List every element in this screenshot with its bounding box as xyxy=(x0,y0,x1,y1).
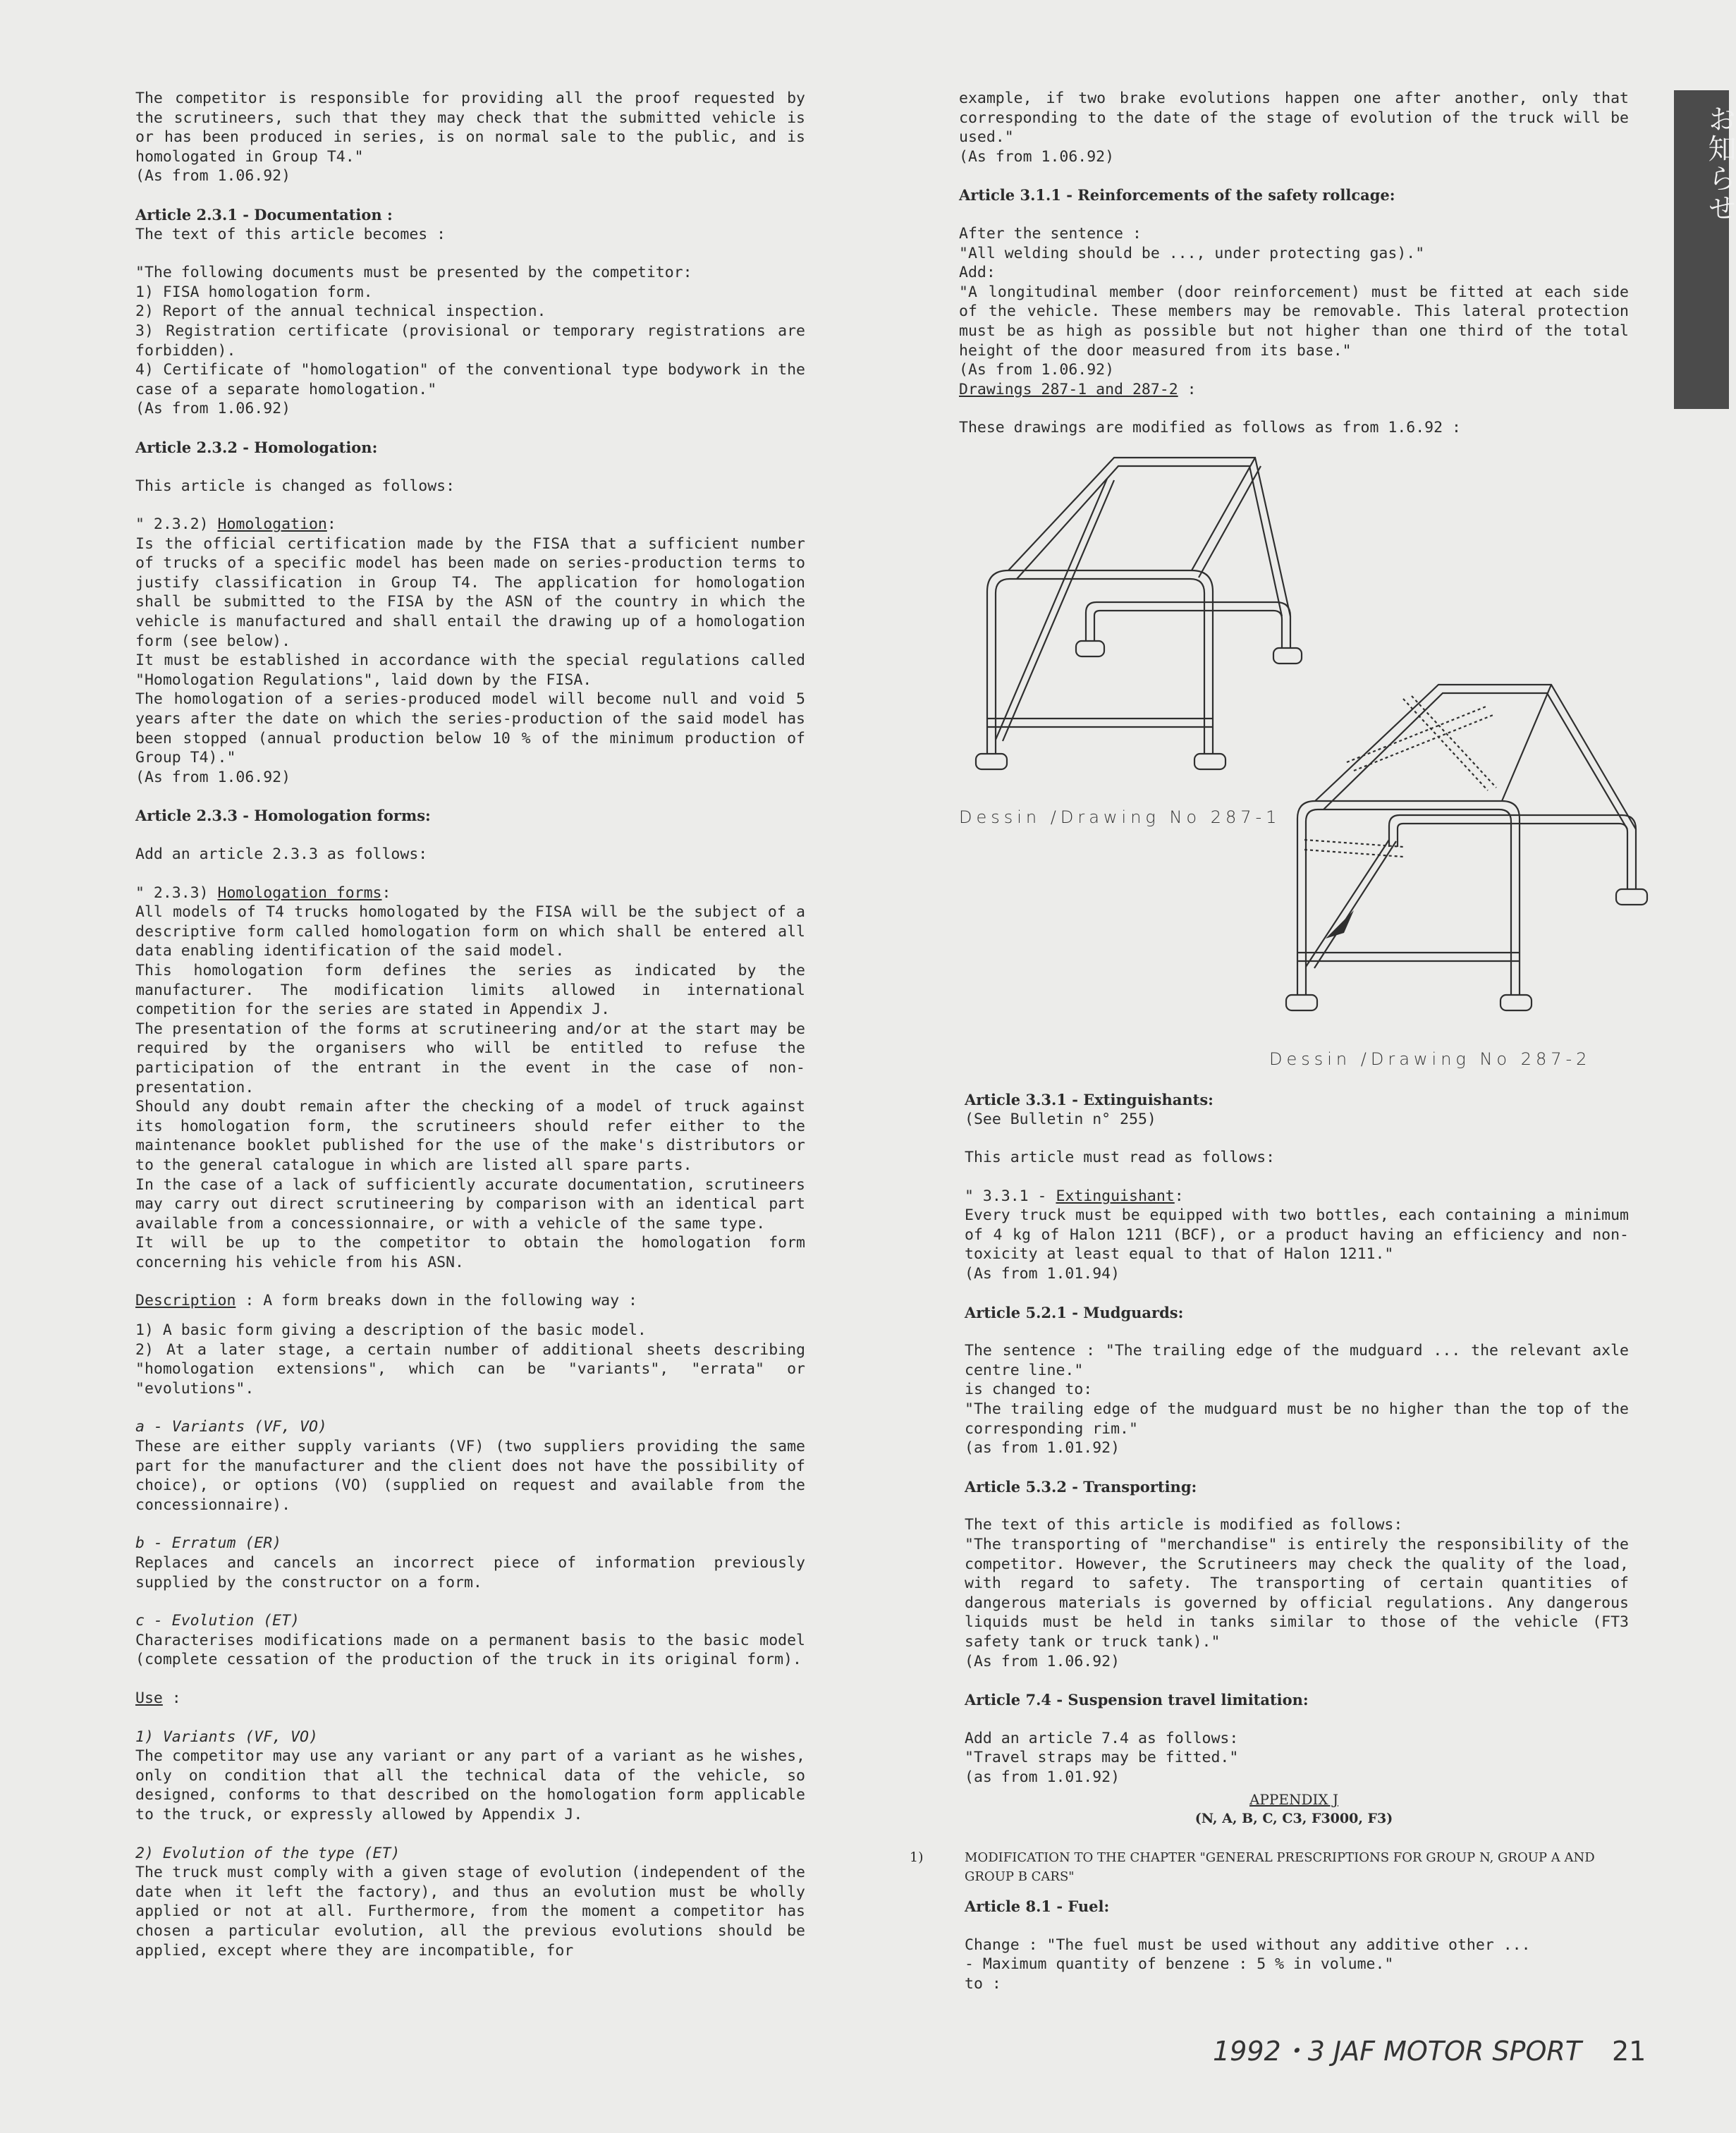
labelled-line xyxy=(959,380,1629,400)
spacer xyxy=(135,826,805,845)
paragraph: is changed to: xyxy=(965,1381,1093,1399)
line-suffix: : A form breaks down in the following way : xyxy=(236,1292,637,1310)
section-tab: お知らせ xyxy=(1674,90,1729,409)
magazine-title: 1992・3 JAF MOTOR SPORT xyxy=(1213,2036,1582,2067)
paragraph: After the sentence : xyxy=(959,224,1142,243)
paragraph: "The following documents must be presented by the competitor: xyxy=(135,264,692,282)
spacer xyxy=(135,864,805,884)
modification-heading: MODIFICATION TO THE CHAPTER "GENERAL PRESCRIPTIONS FOR GROUP N, GROUP A AND GROUP B CARS" xyxy=(965,1850,1595,1885)
line-prefix: " 2.3.3) xyxy=(135,884,218,902)
spacer xyxy=(965,1917,1629,1936)
line-prefix: " 2.3.2) xyxy=(135,515,218,534)
paragraph: (As from 1.06.92) xyxy=(959,147,1115,166)
article-heading: Article 2.3.1 - Documentation : xyxy=(135,205,393,224)
subheading: c - Evolution (ET) xyxy=(135,1612,300,1630)
paragraph: (As from 1.06.92) xyxy=(965,1652,1120,1670)
paragraph: to : xyxy=(965,1974,1001,1993)
paragraph: Add an article 7.4 as follows: xyxy=(965,1729,1239,1747)
spacer xyxy=(135,244,805,263)
underlined-term: Drawings 287-1 and 287-2 xyxy=(959,380,1178,398)
rollcage-drawings xyxy=(959,438,1664,1090)
paragraph: (as from 1.01.92) xyxy=(965,1768,1120,1786)
appendix-modification xyxy=(910,1848,1629,1887)
spacer xyxy=(965,1322,1629,1341)
rollcage-drawing-287-2 xyxy=(1276,678,1671,1009)
paragraph: It must be established in accordance with the special regulations called "Homologation Regulations", laid down by the FISA. xyxy=(135,652,805,689)
spacer xyxy=(135,1592,805,1611)
drawing-caption-287-2: Dessin /Drawing No 287-2 xyxy=(1269,1049,1591,1069)
spacer xyxy=(135,1709,805,1728)
paragraph: (As from 1.06.92) xyxy=(135,400,291,418)
paragraph: This article must read as follows: xyxy=(965,1149,1276,1167)
subheading: b - Erratum (ER) xyxy=(135,1534,282,1553)
article-heading: Article 5.2.1 - Mudguards: xyxy=(965,1303,1184,1321)
spacer xyxy=(965,1168,1629,1187)
underlined-term: Homologation xyxy=(217,515,327,534)
paragraph: - Maximum quantity of benzene : 5 % in volume." xyxy=(965,1955,1394,1974)
paragraph: 2) Report of the annual technical inspection. xyxy=(135,302,546,321)
paragraph: In the case of a lack of sufficiently accurate documentation, scrutineers may carry out direct scrutineering by comparison with an identical part available from a concessionnaire, or with a vehicle of the same type. xyxy=(135,1175,805,1233)
right-bottom-text xyxy=(965,1090,1629,1787)
article-heading: Article 8.1 - Fuel: xyxy=(965,1897,1110,1915)
paragraph: This article is changed as follows: xyxy=(135,477,456,495)
paragraph: Change : "The fuel must be used without any additive other ... xyxy=(965,1936,1531,1954)
article-heading: Article 3.3.1 - Extinguishants: xyxy=(965,1090,1214,1108)
paragraph: Is the official certification made by the FISA that a sufficient number of trucks of a specific model has been made on series-production terms to justify classification in Group T4. The application for homologation shall be submitted to the FISA by the ASN of the country in which the vehicle is manufactured and shall entail the drawing up of a homologation form (see below). xyxy=(135,534,805,650)
spacer xyxy=(965,1129,1629,1148)
paragraph: example, if two brake evolutions happen one after another, only that corresponding to the date of the stage of evolution of the truck will be used." xyxy=(959,90,1629,147)
paragraph: It will be up to the competitor to obtain the homologation form concerning his vehicle from his ASN. xyxy=(135,1234,805,1271)
spacer xyxy=(135,186,805,205)
article-heading: Article 7.4 - Suspension travel limitation: xyxy=(965,1691,1309,1709)
paragraph: The competitor may use any variant or any part of a variant as he wishes, only on condition that all the technical data of the vehicle, so designed, conforms to that described on the homologation form applicable to the truck, or expressly allowed by Appendix J. xyxy=(135,1747,805,1823)
paragraph: (As from 1.01.94) xyxy=(965,1265,1120,1283)
paragraph: The presentation of the forms at scrutineering and/or at the start may be required by the organisers who will be entitled to refuse the participation of the entrant in the event in the case of non-presentation. xyxy=(135,1020,805,1096)
paragraph: This homologation form defines the series as indicated by the manufacturer. The modification limits allowed in international competition for the series are stated in Appendix J. xyxy=(135,961,805,1019)
appendix-title: APPENDIX J xyxy=(1249,1790,1338,1808)
modification-number: 1) xyxy=(910,1849,924,1865)
drawing-caption-287-1: Dessin /Drawing No 287-1 xyxy=(959,807,1281,827)
paragraph: These are either supply variants (VF) (two suppliers providing the same part for the manufacturer and the client does not have the possibility of choice), or options (VO) (supplied on request and available from the concessionnaire). xyxy=(135,1438,805,1514)
spacer xyxy=(965,1671,1629,1690)
paragraph: The sentence : "The trailing edge of the mudguard ... the relevant axle centre line." xyxy=(965,1342,1629,1379)
paragraph: (As from 1.06.92) xyxy=(135,768,291,786)
paragraph: (As from 1.06.92) xyxy=(959,361,1115,379)
paragraph: 4) Certificate of "homologation" of the conventional type bodywork in the case of a separate homologation." xyxy=(135,361,805,398)
paragraph: Add: xyxy=(959,264,996,282)
subheading: 1) Variants (VF, VO) xyxy=(135,1728,318,1746)
right-column xyxy=(910,89,1629,1993)
line-suffix: : xyxy=(1174,1187,1184,1205)
underlined-term: Use xyxy=(135,1689,163,1707)
paragraph: "The trailing edge of the mudguard must be no higher than the top of the corresponding rim." xyxy=(965,1400,1629,1438)
article-heading: Article 2.3.3 - Homologation forms: xyxy=(135,807,431,825)
spacer xyxy=(965,1458,1629,1477)
spacer xyxy=(959,205,1629,224)
paragraph: (as from 1.01.92) xyxy=(965,1439,1120,1457)
labelled-line xyxy=(965,1187,1629,1206)
spacer xyxy=(135,1670,805,1689)
spacer xyxy=(135,1825,805,1844)
underlined-term: Description xyxy=(135,1292,236,1310)
spacer xyxy=(135,1311,805,1321)
underlined-term: Homologation forms xyxy=(217,884,382,902)
subheading: 2) Evolution of the type (ET) xyxy=(135,1844,401,1862)
article-heading: Article 2.3.2 - Homologation: xyxy=(135,438,378,456)
spacer xyxy=(135,1272,805,1291)
paragraph: The competitor is responsible for providing all the proof requested by the scrutineers, such that they may check that the submitted vehicle is or has been produced in series, is on normal sale to the public, and is homologated in Group T4." xyxy=(135,90,805,166)
spacer xyxy=(965,1284,1629,1303)
labelled-line xyxy=(135,884,805,903)
page-number: 21 xyxy=(1612,2036,1646,2067)
subheading: a - Variants (VF, VO) xyxy=(135,1418,327,1436)
spacer xyxy=(135,787,805,806)
paragraph: The truck must comply with a given stage of evolution (independent of the date when it left the factory), and thus an evolution must be wholly applied or not at all. Furthermore, from the moment a competitor has chosen a particular evolution, all the previous evolutions should be applied, except where they are incompatible, for xyxy=(135,1864,805,1960)
paragraph: The homologation of a series-produced model will become null and void 5 years after the date on which the series-production of the said model has been stopped (annual production below 10 % of the minimum production of Group T4)." xyxy=(135,690,805,767)
paragraph: "A longitudinal member (door reinforcement) must be fitted at each side of the vehicle. These members may be removable. This lateral protection must be as high as possible but not higher than one third of the total height of the door measured from its base." xyxy=(959,283,1629,360)
labelled-line xyxy=(135,1291,805,1311)
spacer xyxy=(135,496,805,515)
paragraph: "Travel straps may be fitted." xyxy=(965,1749,1239,1767)
line-suffix: : xyxy=(1178,380,1197,398)
paragraph: 2) At a later stage, a certain number of additional sheets describing "homologation extensions", which can be "variants", "errata" or "evolutions". xyxy=(135,1340,805,1398)
paragraph: These drawings are modified as follows as from 1.6.92 : xyxy=(959,419,1461,437)
paragraph: (See Bulletin n° 255) xyxy=(965,1110,1156,1128)
spacer xyxy=(965,1710,1629,1729)
line-suffix: : xyxy=(326,515,336,534)
paragraph: Characterises modifications made on a permanent basis to the basic model (complete cessation of the production of the truck in its original form). xyxy=(135,1631,805,1669)
right-end-text xyxy=(965,1897,1629,1993)
spacer xyxy=(135,419,805,438)
spacer xyxy=(135,458,805,477)
paragraph: Every truck must be equipped with two bottles, each containing a minimum of 4 kg of Halon 1211 (BCF), or a product having an efficiency and non-toxicity at least equal to that of Halon 1211." xyxy=(965,1206,1629,1264)
spacer xyxy=(959,399,1629,418)
line-suffix: : xyxy=(381,884,391,902)
spacer xyxy=(135,1398,805,1417)
paragraph: Replaces and cancels an incorrect piece of information previously supplied by the constructor on a form. xyxy=(135,1554,805,1591)
appendix-subtitle: (N, A, B, C, C3, F3000, F3) xyxy=(1194,1811,1393,1827)
right-top-text xyxy=(959,89,1629,438)
labelled-line xyxy=(135,1689,805,1709)
paragraph: Add an article 2.3.3 as follows: xyxy=(135,845,428,863)
labelled-line xyxy=(135,515,805,534)
paragraph: "All welding should be ..., under protecting gas)." xyxy=(959,244,1425,262)
spacer xyxy=(135,1515,805,1534)
line-suffix: : xyxy=(162,1689,181,1707)
line-prefix: " 3.3.1 - xyxy=(965,1187,1056,1205)
spacer xyxy=(959,166,1629,185)
underlined-term: Extinguishant xyxy=(1056,1187,1175,1205)
paragraph: "The transporting of "merchandise" is entirely the responsibility of the competitor. However, the Scrutineers may check the quality of the load, with regard to safety. The transporting of certain quantities of dangerous materials is governed by official regulations. Any dangerous liquids must be held in tanks similar to those of the vehicle (FT3 safety tank or truck tank)." xyxy=(965,1536,1629,1651)
article-heading: Article 5.3.2 - Transporting: xyxy=(965,1477,1197,1496)
paragraph: (As from 1.06.92) xyxy=(135,167,291,185)
paragraph: 3) Registration certificate (provisional or temporary registrations are forbidden). xyxy=(135,322,805,360)
paragraph: All models of T4 trucks homologated by the FISA will be the subject of a descriptive form called homologation form on which shall be entered all data enabling identification of the said model. xyxy=(135,903,805,960)
left-column xyxy=(135,89,805,1960)
paragraph: The text of this article becomes : xyxy=(135,225,446,243)
spacer xyxy=(965,1496,1629,1515)
paragraph: 1) FISA homologation form. xyxy=(135,283,373,301)
paragraph: The text of this article is modified as follows: xyxy=(965,1516,1403,1534)
paragraph: Should any doubt remain after the checking of a model of truck against its homologation form, the scrutineers should refer either to the maintenance booklet published for the use of the make's distributors or to the general catalogue in which are listed all spare parts. xyxy=(135,1098,805,1174)
article-heading: Article 3.1.1 - Reinforcements of the safety rollcage: xyxy=(959,186,1395,204)
paragraph: 1) A basic form giving a description of the basic model. xyxy=(135,1321,647,1340)
